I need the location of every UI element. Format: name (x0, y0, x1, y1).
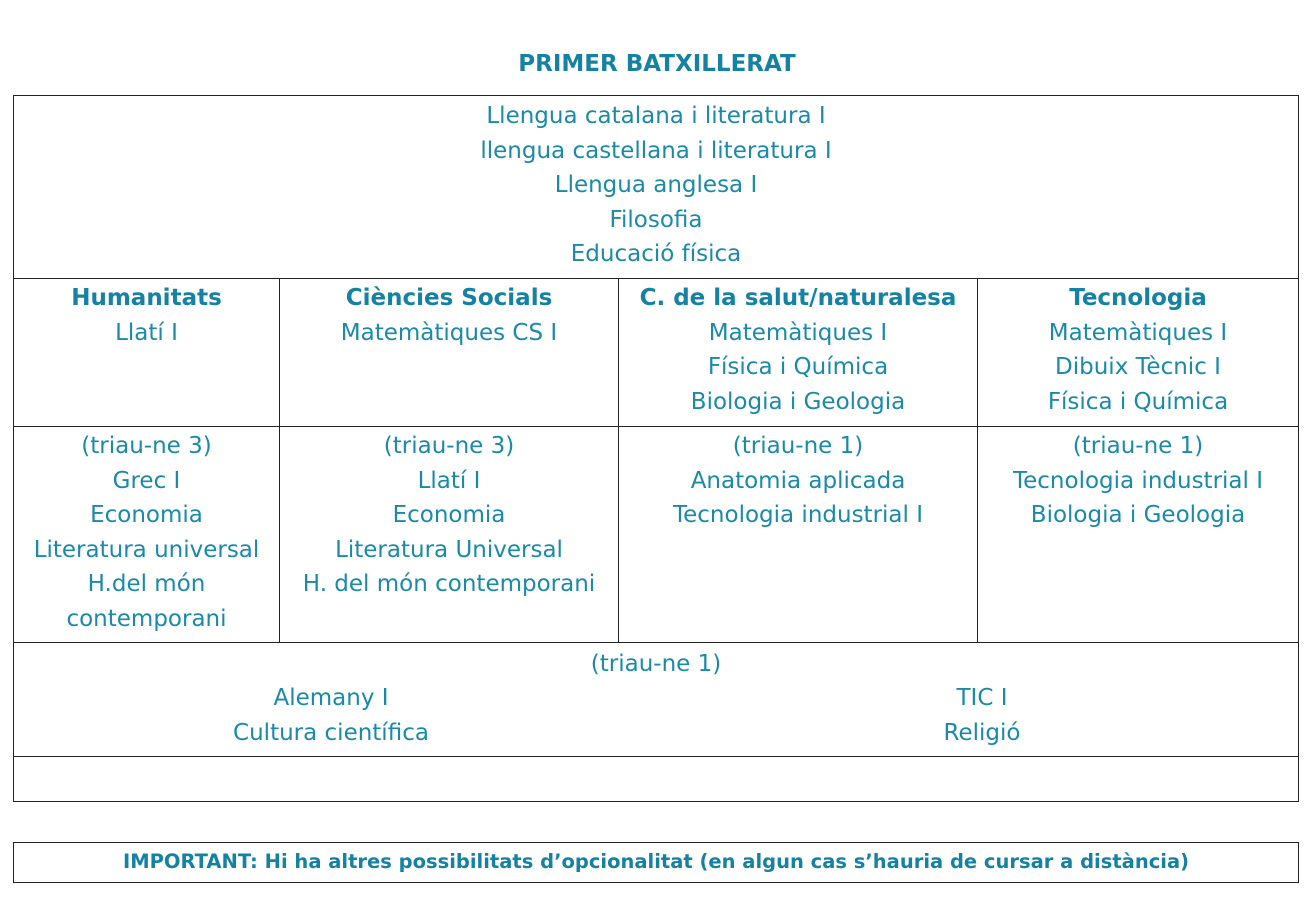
modality-ciencies-socials (280, 281, 618, 350)
optional-note (14, 647, 1298, 682)
electives-note: (triau-ne 1) (732, 433, 864, 459)
modality-heading: Tecnologia (1069, 285, 1207, 311)
row-divider (14, 426, 1298, 427)
core-subject: Física i Química (707, 354, 889, 380)
optional-subject: Cultura científica (233, 719, 429, 746)
elective-subject: contemporani (66, 605, 227, 632)
core-subject: Llatí I (115, 319, 178, 346)
row-divider (14, 642, 1298, 643)
elective-subject: Literatura Universal (335, 536, 563, 563)
core-subject: Dibuix Tècnic I (1055, 354, 1221, 380)
electives-salut-naturalesa (619, 429, 977, 533)
modality-tecnologia (978, 281, 1298, 419)
core-subject: Matemàtiques I (1048, 319, 1228, 346)
optional-subject: Religió (943, 719, 1021, 746)
elective-subject: Anatomia aplicada (690, 467, 906, 494)
elective-subject: Llatí I (417, 467, 481, 494)
electives-humanitats (14, 429, 279, 636)
optional-left (131, 681, 531, 750)
modality-heading: Ciències Socials (345, 285, 553, 311)
common-subjects (14, 99, 1298, 272)
modality-heading: C. de la salut/naturalesa (639, 285, 957, 311)
electives-tecnologia (978, 429, 1298, 533)
core-subject: Matemàtiques I (708, 319, 888, 346)
common-subject: Filosofia (609, 206, 703, 233)
subjects-table (13, 95, 1299, 802)
electives-note: (triau-ne 1) (1072, 433, 1204, 459)
optional-note-text: (triau-ne 1) (590, 651, 722, 677)
optional-subject: TIC I (956, 685, 1008, 711)
modality-heading: Humanitats (71, 285, 222, 311)
electives-note: (triau-ne 3) (383, 433, 515, 459)
modality-salut-naturalesa (619, 281, 977, 419)
important-note: IMPORTANT: Hi ha altres possibilitats d’opcionalitat (en algun cas s’hauria de cursar a distància) (13, 842, 1299, 883)
common-subject: llengua castellana i literatura I (480, 137, 832, 164)
core-subject: Biologia i Geologia (690, 388, 906, 415)
elective-subject: Economia (90, 502, 203, 528)
elective-subject: H.del món (87, 571, 206, 597)
optional-right (832, 681, 1132, 750)
elective-subject: Grec I (112, 467, 181, 494)
electives-note: (triau-ne 3) (81, 433, 212, 459)
elective-subject: Economia (392, 502, 506, 528)
row-divider (14, 278, 1298, 279)
page-title: PRIMER BATXILLERAT (518, 51, 796, 77)
elective-subject: Literatura universal (33, 536, 260, 563)
elective-subject: Tecnologia industrial I (672, 502, 923, 528)
common-subject: Llengua anglesa I (554, 172, 758, 198)
elective-subject: Biologia i Geologia (1030, 502, 1246, 528)
common-subject: Educació física (570, 241, 742, 267)
modality-humanitats (14, 281, 279, 350)
elective-subject: H. del món contemporani (302, 571, 596, 597)
core-subject: Física i Química (1047, 388, 1229, 415)
optional-subject: Alemany I (273, 685, 389, 711)
common-subject: Llengua catalana i literatura I (486, 103, 826, 129)
electives-ciencies-socials (280, 429, 618, 602)
core-subject: Matemàtiques CS I (340, 319, 558, 346)
elective-subject: Tecnologia industrial I (1012, 467, 1263, 494)
row-divider (14, 756, 1298, 757)
